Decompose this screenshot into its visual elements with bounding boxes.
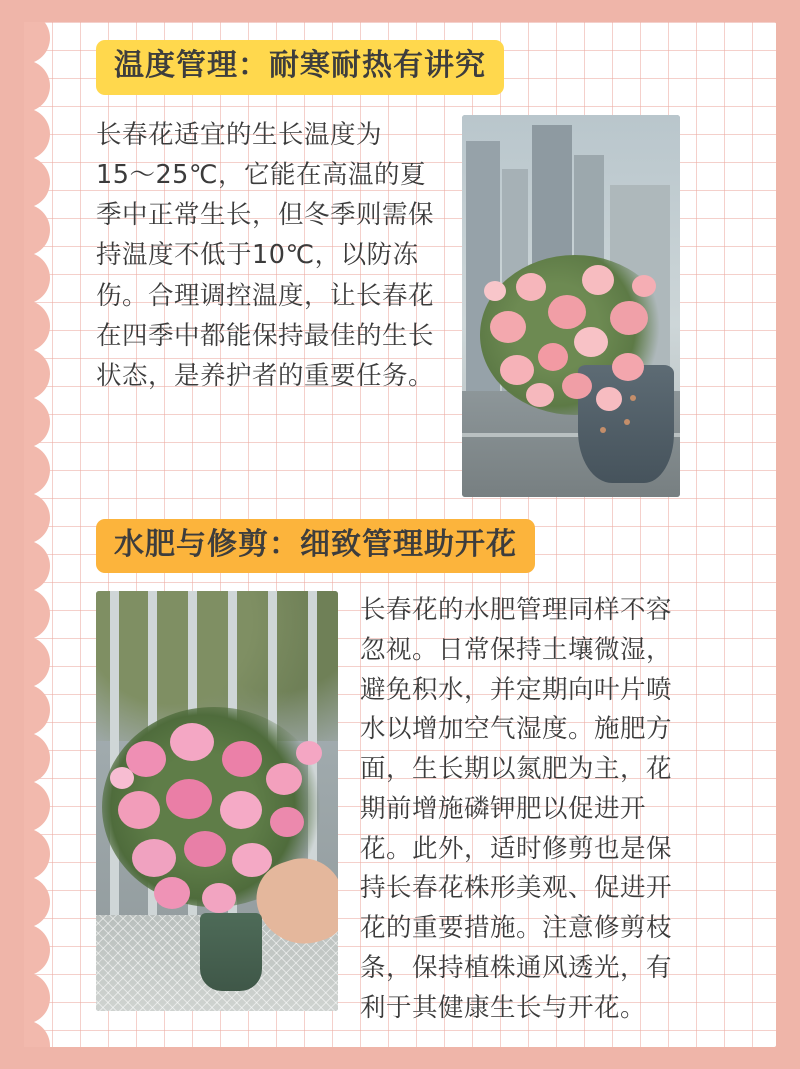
scallop-bump (24, 156, 50, 208)
scallop-bump (24, 396, 50, 448)
scallop-bump (24, 60, 50, 112)
section-temperature-body: 长春花适宜的生长温度为15〜25℃，它能在高温的夏季中正常生长，但冬季则需保持温度不低于10℃，以防冻伤。合理调控温度，让长春花在四季中都能保持最佳的生长状态，是养护者的重要任务。 (96, 119, 435, 392)
scallop-bump (24, 924, 50, 976)
scallop-bump (24, 780, 50, 832)
scallop-bump (24, 732, 50, 784)
section-water-fertilizer-body: 长春花的水肥管理同样不容忽视。日常保持土壤微湿，避免积水，并定期向叶片喷水以增加空气湿度。施肥方面，生长期以氮肥为主，花期前增施磷钾肥以促进开花。此外，适时修剪也是保持长春花株形美观、促进开花的重要措施。注意修剪枝条，保持植株通风透光，有利于其健康生长与开花。 (360, 595, 673, 1023)
scallop-bump (24, 876, 50, 928)
scallop-bump (24, 972, 50, 1024)
scallop-bump (24, 108, 50, 160)
section-water-fertilizer (96, 591, 780, 1028)
potted-pink-vinca-on-balcony (462, 115, 680, 497)
hand-holding-pink-flowering-plant (96, 591, 338, 1011)
section-temperature-banner: 温度管理：耐寒耐热有讲究 (96, 40, 504, 95)
scallop-bump (24, 540, 50, 592)
poster-content (96, 40, 780, 1039)
scallop-bump (24, 1020, 50, 1047)
scallop-bump (24, 828, 50, 880)
scallop-bump (24, 588, 50, 640)
scallop-bump (24, 204, 50, 256)
section-water-fertilizer-banner: 水肥与修剪：细致管理助开花 (96, 519, 535, 574)
scallop-bump (24, 684, 50, 736)
scallop-bump (24, 444, 50, 496)
scallop-bump (24, 348, 50, 400)
scallop-bump (24, 252, 50, 304)
scallop-bump (24, 22, 50, 64)
section-temperature (96, 115, 780, 497)
scallop-bump (24, 636, 50, 688)
left-scallop-strip (24, 22, 70, 1047)
scallop-bump (24, 492, 50, 544)
scallop-bump (24, 300, 50, 352)
